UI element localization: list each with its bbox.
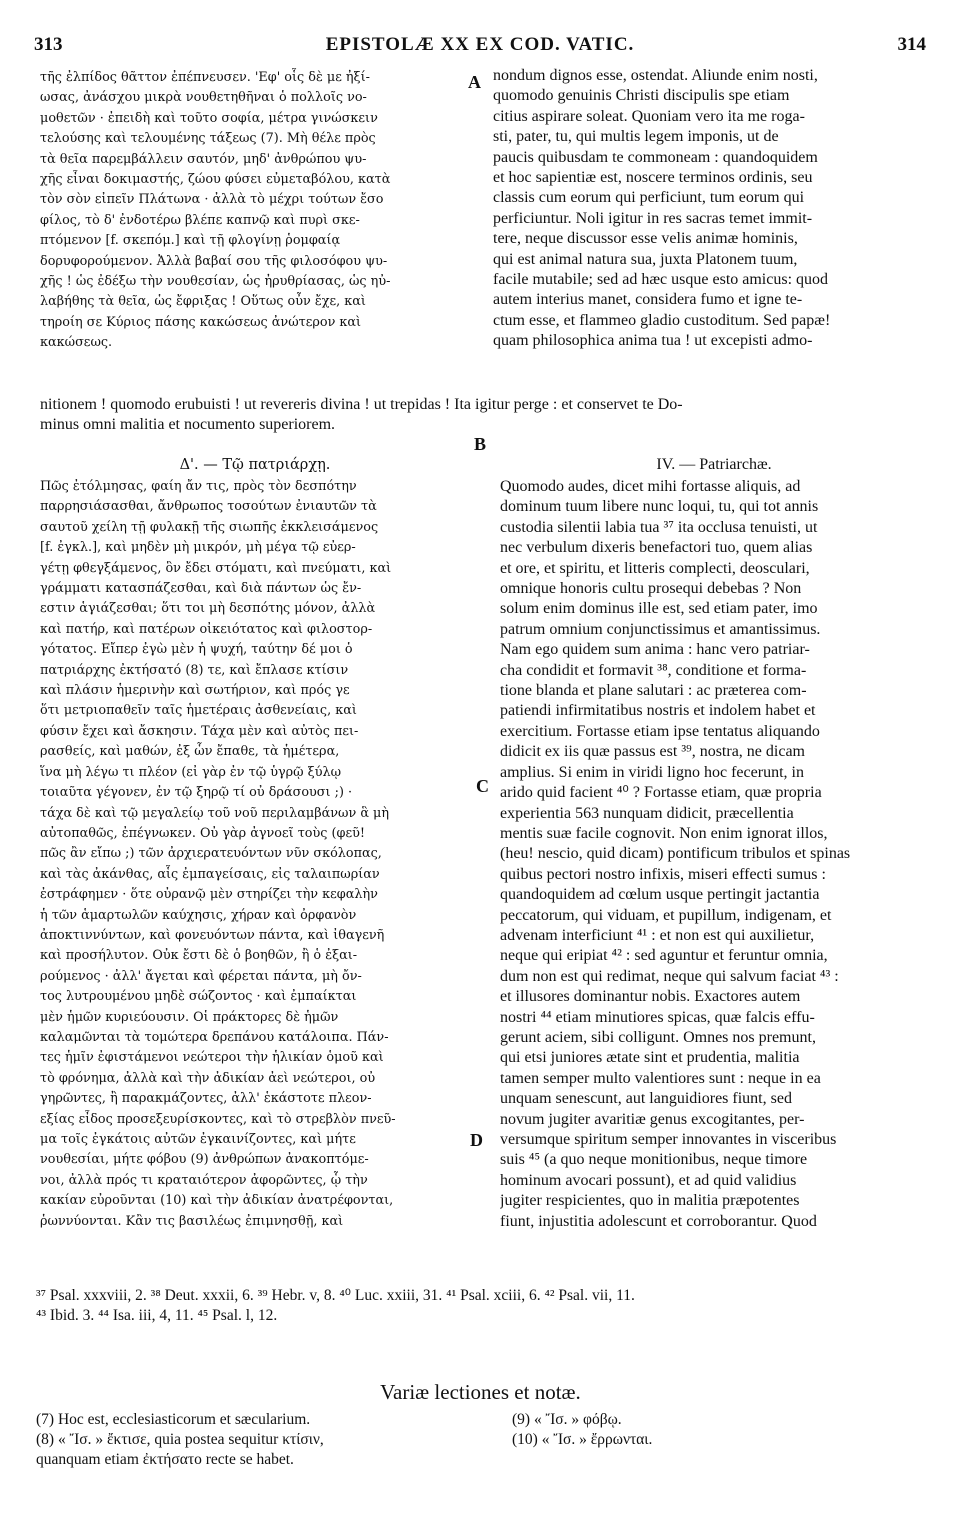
- text-line: γηρῶντες, ἢ παρακμάζοντες, ἀλλ' ἑκάστοτε πλεον-: [40, 1091, 372, 1107]
- text-line: amplius. Si enim in viridi ligno hoc fecerunt, in: [500, 763, 804, 781]
- text-line: τες ἡμῖν ἐφιστάμενοι νεώτεροι τὴν ἡλικίαν ὁμοῦ καὶ: [40, 1050, 384, 1066]
- text-line: cha condidit et formavit ³⁸, conditione et forma-: [500, 661, 807, 679]
- notes-title: Variæ lectiones et notæ.: [380, 1380, 581, 1404]
- text-line: καὶ προσήλυτον. Οὐκ ἔστι δὲ ὁ βοηθῶν, ἢ ὁ ἐξαι-: [40, 948, 358, 964]
- text-line: γότατος. Εἴπερ ἐγὼ μὲν ἡ ψυχή, ταύτην δέ μοι ὁ: [40, 642, 353, 658]
- text-line: νουθεσίαι, μήτε φόβου (9) ἀνθρώπων ἀνακοπτόμε-: [40, 1152, 369, 1168]
- greek-column-main: [40, 455, 470, 1232]
- text-line: ὅτι μετριοπαθεῖν ταῖς ἡμετέραις ἀσθενείαις, καὶ: [40, 703, 357, 719]
- text-line: δορυφορούμενον. Ἀλλὰ βαβαί σου τῆς φιλοσόφου ψυ-: [40, 253, 388, 269]
- text-line: Nam ego quidem sum anima : hanc vero patriar-: [500, 641, 810, 659]
- text-line: quanquam etiam ἐκτήσατο recte se habet.: [36, 1451, 294, 1468]
- text-line: τηροίη σε Κύριος πάσης κακώσεως ἀνώτερον καὶ: [40, 314, 362, 330]
- text-line: πτόμενον [f. σκεπόμ.] καὶ τῇ φλογίνῃ ῥομφαίᾳ: [40, 233, 341, 249]
- text-line: τελούσης καὶ τελουμένης τάξεως (7). Μὴ θέλε πρὸς: [40, 131, 376, 147]
- page-number-left: 313: [34, 34, 63, 55]
- text-line: nitionem ! quomodo erubuisti ! ut revereris divina ! ut trepidas ! Ita igitur perge : et conservet te Do-: [40, 396, 683, 413]
- text-line: καλαμῶνται τὰ τομώτερα δρεπάνου κατάλοιπα. Πάν-: [40, 1029, 389, 1045]
- text-line: et ore, et spiritu, et litteris complecti, deosculari,: [500, 559, 810, 577]
- text-line: tere, neque discussor esse velis animæ hominis,: [493, 230, 798, 248]
- text-line: τὰ θεῖα παρεμβάλλειν σαυτόν, μηδ' ἀνθρώπου ψυ-: [40, 151, 367, 167]
- text-line: ἵνα μὴ λέγω τι πλέον (εἰ γὰρ ἐν τῷ ὑγρῷ ξύλῳ: [40, 764, 342, 780]
- text-line: perficiuntur. Noli igitur in res sacras temet immit-: [493, 209, 813, 227]
- text-line: solum enim dominus ille est, sed etiam pater, imo: [500, 600, 818, 618]
- text-line: autem interius manet, considera fumo et igne te-: [493, 291, 803, 309]
- text-line: qui etsi juniores ætate sint et prudentia, malitia: [500, 1049, 800, 1067]
- text-line: suis ⁴⁵ (a quo neque monitionibus, neque timore: [500, 1151, 808, 1169]
- text-line: ³⁷ Psal. xxxviii, 2. ³⁸ Deut. xxxii, 6. ³⁹ Hebr. v, 8. ⁴⁰ Luc. xxiii, 31. ⁴¹ Psal. xciii, 6. ⁴² Psal. vii, 11.: [36, 1287, 635, 1304]
- text-line: ctum esse, et flammeo gladio custoditum. Sed papæ!: [493, 311, 831, 329]
- page-number-right: 314: [897, 34, 926, 55]
- text-line: quam philosophica anima tua ! ut excepisti admo-: [493, 332, 813, 350]
- text-line: ωσας, ἀνάσχου μικρὰ νουθετηθῆναι ὁ πολλοῖς νο-: [40, 90, 367, 106]
- text-line: tione blanda et plane salutari : ac præterea com-: [500, 682, 807, 700]
- text-line: nostri ⁴⁴ etiam minutiores spicas, quæ falcis effu-: [500, 1008, 815, 1026]
- latin-column-top: [493, 66, 928, 352]
- text-line: χῆς ! ὡς ἐδέξω τὴν νουθεσίαν, ὡς ἠρυθρίασας, ὡς ηὐ-: [40, 274, 391, 290]
- text-line: quibus pectori nostro infixis, miseri effecti sumus :: [500, 865, 826, 883]
- text-line: quandoquidem ad cœlum usque pertingit jactantia: [500, 886, 820, 904]
- text-line: didicit ex iis quæ passus est ³⁹, nostra, ne dicam: [500, 743, 805, 761]
- text-line: ῥωννύονται. Κἂν τις βασιλέως ἐπιμνησθῇ, καὶ: [40, 1213, 344, 1229]
- text-line: φύσιν ἔχει καὶ ἄσκησιν. Τάχα μὲν καὶ αὐτὸς πει-: [40, 723, 359, 739]
- text-line: minus omni malitia et nocumento superiorem.: [40, 416, 336, 434]
- text-line: sti, pater, tu, qui multis legem imponis, ut de: [493, 128, 779, 146]
- text-line: unquam senescunt, aut languidiores fiunt, sed: [500, 1090, 792, 1108]
- text-line: arido quid facient ⁴⁰ ? Fortasse etiam, quæ propria: [500, 784, 822, 802]
- text-line: γράμματι κατασπάζεσθαι, καὶ διὰ πάντων ὡς ἔν-: [40, 581, 362, 597]
- text-line: gerunt aciem, sibi colligunt. Omnes nos premunt,: [500, 1028, 816, 1046]
- margin-letter-b: B: [474, 434, 487, 454]
- text-line: peccatorum, qui viduam, et pupillum, indigenam, et: [500, 906, 832, 924]
- text-line: citius aspirare soleat. Quoniam vero ita me roga-: [493, 107, 805, 125]
- text-line: γέτῃ φθεγξάμενος, ὃν ἔδει στόματι, καὶ πνεύματι, καὶ: [40, 560, 392, 576]
- text-line: καὶ τὰς ἀκάνθας, αἷς ἐμπαγείσαις, εἰς ταλαιπωρίαν: [40, 866, 380, 882]
- text-line: et hoc sapientiæ est, noscere terminos ordinis, seu: [493, 169, 813, 187]
- margin-letter-c: C: [476, 776, 489, 796]
- text-line: καὶ πατήρ, καὶ πατέρων οἰκειότατος καὶ φιλοστορ-: [40, 621, 373, 637]
- text-line: κακώσεως.: [40, 335, 113, 351]
- text-line: Πῶς ἐτόλμησας, φαίη ἄν τις, πρὸς τὸν δεσπότην: [40, 479, 357, 494]
- margin-letter-a: A: [468, 72, 481, 92]
- text-line: μα τοῖς ἐγκάτοις αὐτῶν ἐγκαινίζοντες, καὶ μήτε: [40, 1132, 356, 1147]
- text-line: φίλος, τὸ δ' ἐνδοτέρω βλέπε καπνῷ καὶ πυρὶ σκε-: [40, 212, 360, 228]
- text-line: (9) « Ἴσ. » φόβῳ.: [512, 1411, 622, 1428]
- text-line: (10) « Ἴσ. » ἔρρωνται.: [512, 1431, 653, 1448]
- text-line: fiunt, injustitia adolescunt et corroborantur. Quod: [500, 1212, 817, 1230]
- text-line: omnique honoris cultu prosequi debebas ? Non: [500, 580, 802, 598]
- text-line: custodia silentii labia tua ³⁷ ita occlusa tenuisti, ut: [500, 518, 818, 536]
- text-line: Quomodo audes, dicet mihi fortasse aliquis, ad: [500, 478, 801, 495]
- text-line: σαυτοῦ χείλη τῇ φυλακῇ τῆς σιωπῆς ἐκκλεισάμενος: [40, 519, 379, 535]
- text-line: ⁴³ Ibid. 3. ⁴⁴ Isa. iii, 4, 11. ⁴⁵ Psal. l, 12.: [36, 1307, 278, 1324]
- text-line: κακίαν εὐροῦνται (10) καὶ τὴν ἀδικίαν ἀνατρέφονται,: [40, 1193, 394, 1209]
- text-line: facile mutabile; sed ad hæc usque esto amicus: quod: [493, 271, 829, 289]
- text-line: ἐστράφημεν · ὅτε οὐρανῷ μὲν στηρίζει τὴν κεφαλὴν: [40, 887, 378, 903]
- text-line: jugiter respicientes, quo in malitia præpotentes: [500, 1192, 800, 1210]
- text-line: μὲν ἡμῶν κυριεύουσιν. Οἱ πράκτορες δὲ ἡμῶν: [40, 1009, 339, 1025]
- text-line: ρασθείς, καὶ μαθών, ἐξ ὧν ἔπαθε, τὰ ἡμέτερα,: [40, 744, 340, 760]
- latin-section-heading: IV. — Patriarchæ.: [656, 456, 772, 473]
- scripture-footnotes: [36, 1286, 926, 1326]
- notes-right-column: [512, 1410, 912, 1450]
- running-title: EPISTOLÆ XX EX COD. VATIC.: [325, 34, 635, 55]
- text-line: λαβήθης τὰ θεῖα, ὡς ἔφριξας ! Οὕτως οὖν ἔχε, καὶ: [40, 294, 366, 310]
- text-line: εστιν ἁγιάζεσθαι; ὅτι τοι μὴ δεσπότης μόνον, ἀλλὰ: [40, 601, 376, 617]
- text-line: τος λυτρουμένου μηδὲ σώζοντος · καὶ ἐμπαίκται: [40, 989, 357, 1005]
- text-line: εξίας εἶδος προσεξευρίσκοντες, καὶ τὸ στρεβλὸν πνεῦ-: [40, 1111, 396, 1127]
- text-line: πῶς ἂν εἴπω ;) τῶν ἀρχιερατευόντων νῦν σκόλοπας,: [40, 846, 382, 862]
- text-line: dominum tuum libere nunc loqui, tu, qui tot annis: [500, 498, 819, 516]
- greek-section-heading: Δ'. — Τῷ πατριάρχῃ.: [179, 457, 331, 473]
- latin-column-main: [500, 455, 928, 1232]
- text-line: (7) Hoc est, ecclesiasticorum et sæcularium.: [36, 1411, 311, 1428]
- greek-main-text: [40, 477, 470, 1232]
- text-line: χῆς εἶναι δοκιμαστής, ζώου φύσει εὐμεταβόλου, κατὰ: [40, 172, 391, 188]
- latin-main-text: [500, 477, 928, 1232]
- text-line: ρούμενος · ἀλλ' ἄγεται καὶ φέρεται πάντα, μὴ ὄν-: [40, 968, 362, 984]
- text-line: experientia 563 nunquam didicit, præcellentia: [500, 804, 794, 822]
- text-line: μοθετῶν · ἐπειδὴ καὶ τοῦτο σοφία, μέτρα γινώσκειν: [40, 110, 378, 126]
- text-line: νοι, ἀλλὰ πρός τι κραταιότερον ἀφορῶντες, ᾧ τὴν: [40, 1172, 368, 1188]
- text-line: [f. ἐγκλ.], καὶ μηδὲν μὴ μικρόν, μὴ μέγα τῷ εὐερ-: [40, 540, 356, 556]
- text-line: τοιαῦτα γέγονεν, ἐν τῷ ξηρῷ τί οὐ δράσουσι ;) ·: [40, 785, 353, 801]
- notes-left-column: [36, 1410, 496, 1470]
- margin-letter-d: D: [470, 1130, 483, 1150]
- running-header: [24, 10, 936, 55]
- latin-full-width-lines: [40, 395, 930, 436]
- text-line: ἡ τῶν ἁμαρτωλῶν καύχησις, χήραν καὶ ὀρφανὸν: [40, 907, 357, 923]
- text-line: paucis quibusdam te commoneam : quandoquidem: [493, 148, 818, 166]
- text-line: tamen semper multo valentiores sunt : neque in ea: [500, 1069, 821, 1087]
- text-line: nec verbulum dixeris benefactori tuo, quem alias: [500, 539, 813, 557]
- text-line: quomodo genuinis Christi discipulis spe etiam: [493, 87, 790, 105]
- text-line: dum non est qui redimat, neque qui salvum faciat ⁴³ :: [500, 967, 839, 985]
- text-line: παρρησιάσασθαι, ἄνθρωπος τοσούτων ἐνιαυτῶν τὰ: [40, 499, 377, 515]
- text-line: τὸ φρόνημα, ἀλλὰ καὶ τὴν ἀδικίαν ἀεὶ νεώτεροι, οὐ: [40, 1070, 376, 1086]
- text-line: patiendi infirmitatibus nostris et indolem habet et: [500, 702, 816, 720]
- text-line: patrum omnium conjunctissimus et amantissimus.: [500, 620, 821, 638]
- text-line: novum jugiter avaritiæ genus excogitantes, per-: [500, 1110, 805, 1128]
- text-line: advenam interficiunt ⁴¹ : et non est qui auxilietur,: [500, 926, 815, 944]
- text-line: et illusores dominantur nobis. Exactores autem: [500, 988, 801, 1006]
- text-line: αὐτοπαθῶς, ἐπέγνωκεν. Οὐ γὰρ ἀγνοεῖ τοὺς (φεῦ!: [40, 825, 366, 841]
- text-line: τῆς ἐλπίδος θᾶττον ἐπέπνευσεν. 'Εφ' οἷς δὲ με ἠξί-: [40, 70, 370, 85]
- text-line: neque qui eripiat ⁴² : sed aguntur et feruntur omnia,: [500, 947, 828, 965]
- text-line: mentis suæ facile cognovit. Non enim ignorat illos,: [500, 824, 828, 842]
- text-line: ἀποκτιννύντων, καὶ φονευόντων πάντα, καὶ ἰθαγενῆ: [40, 927, 385, 943]
- text-line: πατριάρχης ἐκτήσατό (8) τε, καὶ ἔπλασε κτίσιν: [40, 662, 349, 678]
- text-line: exercitium. Fortasse etiam ipse tentatus aliquando: [500, 722, 820, 740]
- text-line: τὸν σὸν εἰπεῖν Πλάτωνα · ἀλλὰ τὸ μέχρι τούτων ἔσο: [40, 192, 384, 208]
- text-line: (heu! nescio, quid dicam) pontificum tribulos et spinas: [500, 845, 851, 863]
- text-line: nondum dignos esse, ostendat. Aliunde enim nosti,: [493, 67, 818, 84]
- text-line: τάχα δὲ καὶ τῷ μεγαλείῳ τοῦ νοῦ περιλαμβάνων ἃ μὴ: [40, 805, 390, 821]
- text-line: hominum avocari possunt), et ad quid validius: [500, 1171, 797, 1189]
- text-line: classis cum eorum qui perficiunt, tum eorum qui: [493, 189, 805, 207]
- text-line: qui est animal natura sua, juxta Platonem tuum,: [493, 250, 798, 268]
- text-line: καὶ πλάσιν ἡμερινὴν καὶ σωτήριον, καὶ πρός γε: [40, 683, 350, 699]
- text-line: (8) « Ἴσ. » ἔκτισε, quia postea sequitur κτίσιν,: [36, 1431, 324, 1448]
- greek-column-top: [40, 68, 460, 354]
- text-line: versumque spiritum semper innovantes in visceribus: [500, 1131, 837, 1148]
